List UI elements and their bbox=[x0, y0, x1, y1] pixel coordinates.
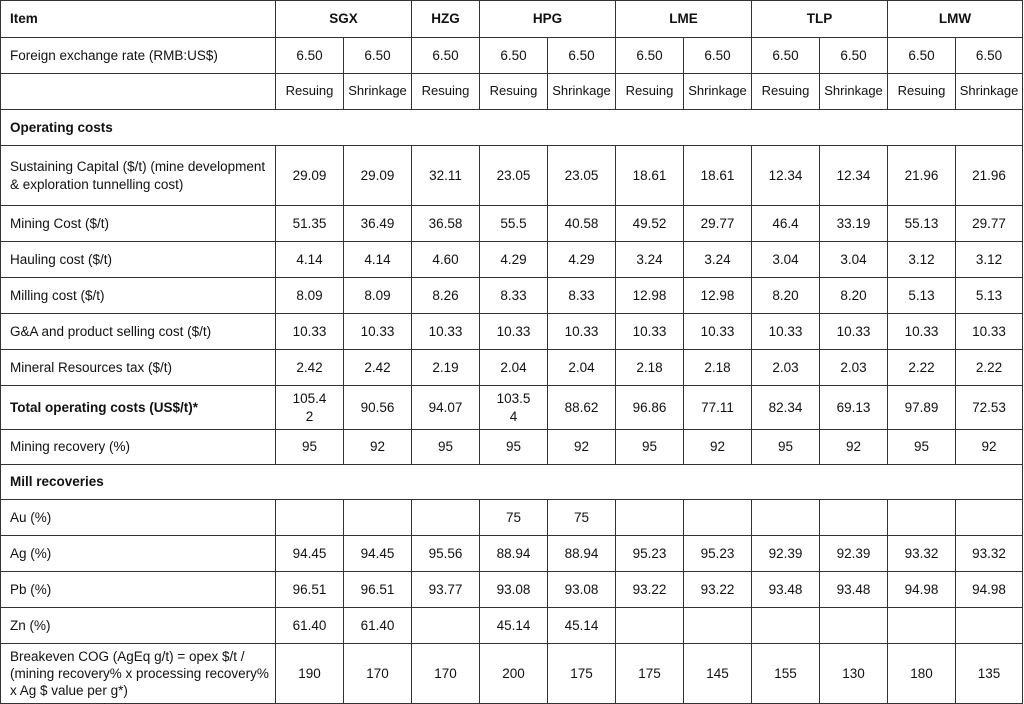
value-cell: 2.03 bbox=[820, 350, 888, 386]
table-row bbox=[1, 242, 1023, 278]
table-row bbox=[1, 500, 1023, 536]
value-cell: 88.62 bbox=[548, 386, 616, 430]
fx-rate-row bbox=[1, 38, 1023, 74]
value-cell: 10.33 bbox=[480, 314, 548, 350]
row-label: Ag (%) bbox=[1, 536, 276, 572]
table-row bbox=[1, 146, 1023, 206]
value-cell: 3.04 bbox=[752, 242, 820, 278]
value-cell bbox=[684, 608, 752, 644]
value-cell: 4.29 bbox=[548, 242, 616, 278]
value-cell: 12.98 bbox=[684, 278, 752, 314]
value-cell: 88.94 bbox=[548, 536, 616, 572]
value-cell: 2.18 bbox=[616, 350, 684, 386]
value-cell: 94.07 bbox=[412, 386, 480, 430]
value-cell: 45.14 bbox=[480, 608, 548, 644]
value-cell: 2.22 bbox=[956, 350, 1023, 386]
row-label: Hauling cost ($/t) bbox=[1, 242, 276, 278]
value-cell: 6.50 bbox=[480, 38, 548, 74]
mining-method-cell: Shrinkage bbox=[820, 74, 888, 110]
value-cell: 2.22 bbox=[888, 350, 956, 386]
row-label: Mining Cost ($/t) bbox=[1, 206, 276, 242]
value-cell: 55.13 bbox=[888, 206, 956, 242]
value-cell: 45.14 bbox=[548, 608, 616, 644]
value-cell: 95 bbox=[888, 430, 956, 465]
mining-method-cell: Shrinkage bbox=[548, 74, 616, 110]
table-row bbox=[1, 206, 1023, 242]
value-cell: 36.58 bbox=[412, 206, 480, 242]
value-cell bbox=[344, 500, 412, 536]
value-cell: 175 bbox=[548, 644, 616, 704]
value-cell: 6.50 bbox=[888, 38, 956, 74]
value-cell: 2.42 bbox=[276, 350, 344, 386]
value-cell: 6.50 bbox=[344, 38, 412, 74]
value-cell: 69.13 bbox=[820, 386, 888, 430]
value-cell: 94.98 bbox=[888, 572, 956, 608]
value-cell: 96.86 bbox=[616, 386, 684, 430]
value-cell: 105.4 2 bbox=[276, 386, 344, 430]
value-cell: 93.77 bbox=[412, 572, 480, 608]
value-cell: 200 bbox=[480, 644, 548, 704]
value-cell: 170 bbox=[412, 644, 480, 704]
value-cell: 6.50 bbox=[752, 38, 820, 74]
value-cell: 4.60 bbox=[412, 242, 480, 278]
value-cell: 95 bbox=[412, 430, 480, 465]
value-cell: 61.40 bbox=[344, 608, 412, 644]
row-label: Pb (%) bbox=[1, 572, 276, 608]
value-cell: 8.20 bbox=[820, 278, 888, 314]
mining-method-cell: Resuing bbox=[480, 74, 548, 110]
value-cell: 6.50 bbox=[616, 38, 684, 74]
section-row bbox=[1, 110, 1023, 146]
mining-method-cell: Resuing bbox=[276, 74, 344, 110]
value-cell: 29.77 bbox=[684, 206, 752, 242]
value-cell: 5.13 bbox=[956, 278, 1023, 314]
row-label: Breakeven COG (AgEq g/t) = opex $/t / (mining recovery% x processing recovery% x Ag $ value per g*) bbox=[1, 644, 276, 704]
value-cell: 88.94 bbox=[480, 536, 548, 572]
row-label-empty bbox=[1, 74, 276, 110]
value-cell: 10.33 bbox=[276, 314, 344, 350]
value-cell: 92.39 bbox=[820, 536, 888, 572]
value-cell: 10.33 bbox=[344, 314, 412, 350]
row-label: Mining recovery (%) bbox=[1, 430, 276, 465]
value-cell: 3.04 bbox=[820, 242, 888, 278]
value-cell: 130 bbox=[820, 644, 888, 704]
value-cell: 6.50 bbox=[956, 38, 1023, 74]
value-cell: 3.12 bbox=[956, 242, 1023, 278]
value-cell: 8.26 bbox=[412, 278, 480, 314]
value-cell: 23.05 bbox=[548, 146, 616, 206]
value-cell: 94.98 bbox=[956, 572, 1023, 608]
value-cell: 145 bbox=[684, 644, 752, 704]
value-cell: 8.09 bbox=[276, 278, 344, 314]
value-cell: 10.33 bbox=[888, 314, 956, 350]
value-cell: 180 bbox=[888, 644, 956, 704]
value-cell: 190 bbox=[276, 644, 344, 704]
value-cell: 93.22 bbox=[684, 572, 752, 608]
value-cell: 3.24 bbox=[684, 242, 752, 278]
value-cell: 92.39 bbox=[752, 536, 820, 572]
value-cell: 96.51 bbox=[344, 572, 412, 608]
value-cell: 10.33 bbox=[412, 314, 480, 350]
value-cell: 55.5 bbox=[480, 206, 548, 242]
value-cell: 93.22 bbox=[616, 572, 684, 608]
value-cell: 10.33 bbox=[616, 314, 684, 350]
value-cell: 10.33 bbox=[956, 314, 1023, 350]
company-header: LME bbox=[616, 1, 752, 38]
value-cell: 32.11 bbox=[412, 146, 480, 206]
value-cell: 93.32 bbox=[956, 536, 1023, 572]
value-cell: 95.56 bbox=[412, 536, 480, 572]
value-cell bbox=[752, 608, 820, 644]
row-label: Au (%) bbox=[1, 500, 276, 536]
row-label: Milling cost ($/t) bbox=[1, 278, 276, 314]
value-cell: 175 bbox=[616, 644, 684, 704]
value-cell bbox=[820, 500, 888, 536]
company-header: TLP bbox=[752, 1, 888, 38]
value-cell: 6.50 bbox=[412, 38, 480, 74]
value-cell: 6.50 bbox=[548, 38, 616, 74]
value-cell: 10.33 bbox=[684, 314, 752, 350]
value-cell: 29.09 bbox=[276, 146, 344, 206]
value-cell bbox=[412, 500, 480, 536]
table-body bbox=[1, 1, 1023, 704]
value-cell bbox=[616, 500, 684, 536]
value-cell: 29.09 bbox=[344, 146, 412, 206]
value-cell: 6.50 bbox=[684, 38, 752, 74]
table-row bbox=[1, 644, 1023, 704]
company-header: HZG bbox=[412, 1, 480, 38]
value-cell bbox=[888, 500, 956, 536]
value-cell: 61.40 bbox=[276, 608, 344, 644]
section-row bbox=[1, 465, 1023, 500]
value-cell: 75 bbox=[548, 500, 616, 536]
value-cell: 18.61 bbox=[616, 146, 684, 206]
value-cell: 33.19 bbox=[820, 206, 888, 242]
value-cell: 10.33 bbox=[548, 314, 616, 350]
table-row bbox=[1, 314, 1023, 350]
table-row bbox=[1, 430, 1023, 465]
row-label: Total operating costs (US$/t)* bbox=[1, 386, 276, 430]
mill-recoveries-heading: Mill recoveries bbox=[1, 465, 1023, 500]
value-cell: 95 bbox=[276, 430, 344, 465]
value-cell: 29.77 bbox=[956, 206, 1023, 242]
value-cell: 2.18 bbox=[684, 350, 752, 386]
value-cell: 18.61 bbox=[684, 146, 752, 206]
mining-method-cell: Shrinkage bbox=[684, 74, 752, 110]
value-cell: 94.45 bbox=[276, 536, 344, 572]
value-cell: 95 bbox=[480, 430, 548, 465]
mining-method-cell: Shrinkage bbox=[344, 74, 412, 110]
mining-method-cell: Resuing bbox=[888, 74, 956, 110]
value-cell: 135 bbox=[956, 644, 1023, 704]
value-cell: 2.42 bbox=[344, 350, 412, 386]
value-cell: 21.96 bbox=[888, 146, 956, 206]
value-cell: 92 bbox=[956, 430, 1023, 465]
total-row bbox=[1, 386, 1023, 430]
value-cell: 94.45 bbox=[344, 536, 412, 572]
row-label: Sustaining Capital ($/t) (mine development & exploration tunnelling cost) bbox=[1, 146, 276, 206]
value-cell: 3.12 bbox=[888, 242, 956, 278]
company-header: HPG bbox=[480, 1, 616, 38]
value-cell: 97.89 bbox=[888, 386, 956, 430]
table-row bbox=[1, 536, 1023, 572]
value-cell: 93.32 bbox=[888, 536, 956, 572]
value-cell: 4.14 bbox=[276, 242, 344, 278]
mining-method-cell: Resuing bbox=[616, 74, 684, 110]
value-cell: 72.53 bbox=[956, 386, 1023, 430]
value-cell: 96.51 bbox=[276, 572, 344, 608]
value-cell: 75 bbox=[480, 500, 548, 536]
value-cell: 12.34 bbox=[752, 146, 820, 206]
value-cell: 77.11 bbox=[684, 386, 752, 430]
value-cell: 95.23 bbox=[684, 536, 752, 572]
value-cell: 90.56 bbox=[344, 386, 412, 430]
header-row bbox=[1, 1, 1023, 38]
row-label: G&A and product selling cost ($/t) bbox=[1, 314, 276, 350]
value-cell: 93.48 bbox=[820, 572, 888, 608]
value-cell: 95.23 bbox=[616, 536, 684, 572]
value-cell: 2.03 bbox=[752, 350, 820, 386]
row-label: Mineral Resources tax ($/t) bbox=[1, 350, 276, 386]
value-cell: 3.24 bbox=[616, 242, 684, 278]
value-cell bbox=[412, 608, 480, 644]
mining-method-cell: Shrinkage bbox=[956, 74, 1023, 110]
value-cell bbox=[616, 608, 684, 644]
value-cell: 170 bbox=[344, 644, 412, 704]
operating-costs-heading: Operating costs bbox=[1, 110, 1023, 146]
value-cell: 6.50 bbox=[276, 38, 344, 74]
company-header: LMW bbox=[888, 1, 1023, 38]
value-cell: 4.14 bbox=[344, 242, 412, 278]
value-cell: 93.48 bbox=[752, 572, 820, 608]
value-cell: 93.08 bbox=[548, 572, 616, 608]
table-row bbox=[1, 608, 1023, 644]
value-cell: 103.5 4 bbox=[480, 386, 548, 430]
value-cell bbox=[820, 608, 888, 644]
value-cell: 93.08 bbox=[480, 572, 548, 608]
value-cell: 82.34 bbox=[752, 386, 820, 430]
value-cell: 92 bbox=[684, 430, 752, 465]
value-cell: 8.33 bbox=[480, 278, 548, 314]
table-row bbox=[1, 572, 1023, 608]
value-cell bbox=[956, 608, 1023, 644]
item-header: Item bbox=[1, 1, 276, 38]
value-cell: 23.05 bbox=[480, 146, 548, 206]
value-cell: 92 bbox=[820, 430, 888, 465]
value-cell bbox=[684, 500, 752, 536]
mining-method-row bbox=[1, 74, 1023, 110]
table-row bbox=[1, 278, 1023, 314]
mining-method-cell: Resuing bbox=[752, 74, 820, 110]
value-cell: 10.33 bbox=[820, 314, 888, 350]
value-cell: 10.33 bbox=[752, 314, 820, 350]
value-cell: 92 bbox=[548, 430, 616, 465]
value-cell: 95 bbox=[752, 430, 820, 465]
value-cell: 40.58 bbox=[548, 206, 616, 242]
value-cell: 5.13 bbox=[888, 278, 956, 314]
value-cell: 92 bbox=[344, 430, 412, 465]
value-cell: 21.96 bbox=[956, 146, 1023, 206]
value-cell: 2.04 bbox=[480, 350, 548, 386]
value-cell: 36.49 bbox=[344, 206, 412, 242]
value-cell: 8.33 bbox=[548, 278, 616, 314]
value-cell: 6.50 bbox=[820, 38, 888, 74]
value-cell bbox=[888, 608, 956, 644]
value-cell: 12.34 bbox=[820, 146, 888, 206]
value-cell: 95 bbox=[616, 430, 684, 465]
row-label: Zn (%) bbox=[1, 608, 276, 644]
value-cell: 49.52 bbox=[616, 206, 684, 242]
value-cell: 12.98 bbox=[616, 278, 684, 314]
value-cell: 8.20 bbox=[752, 278, 820, 314]
mining-method-cell: Resuing bbox=[412, 74, 480, 110]
value-cell: 4.29 bbox=[480, 242, 548, 278]
value-cell: 51.35 bbox=[276, 206, 344, 242]
value-cell: 8.09 bbox=[344, 278, 412, 314]
value-cell: 2.04 bbox=[548, 350, 616, 386]
value-cell bbox=[956, 500, 1023, 536]
table-row bbox=[1, 350, 1023, 386]
value-cell: 46.4 bbox=[752, 206, 820, 242]
value-cell bbox=[276, 500, 344, 536]
value-cell: 2.19 bbox=[412, 350, 480, 386]
row-label: Foreign exchange rate (RMB:US$) bbox=[1, 38, 276, 74]
company-header: SGX bbox=[276, 1, 412, 38]
value-cell bbox=[752, 500, 820, 536]
value-cell: 155 bbox=[752, 644, 820, 704]
